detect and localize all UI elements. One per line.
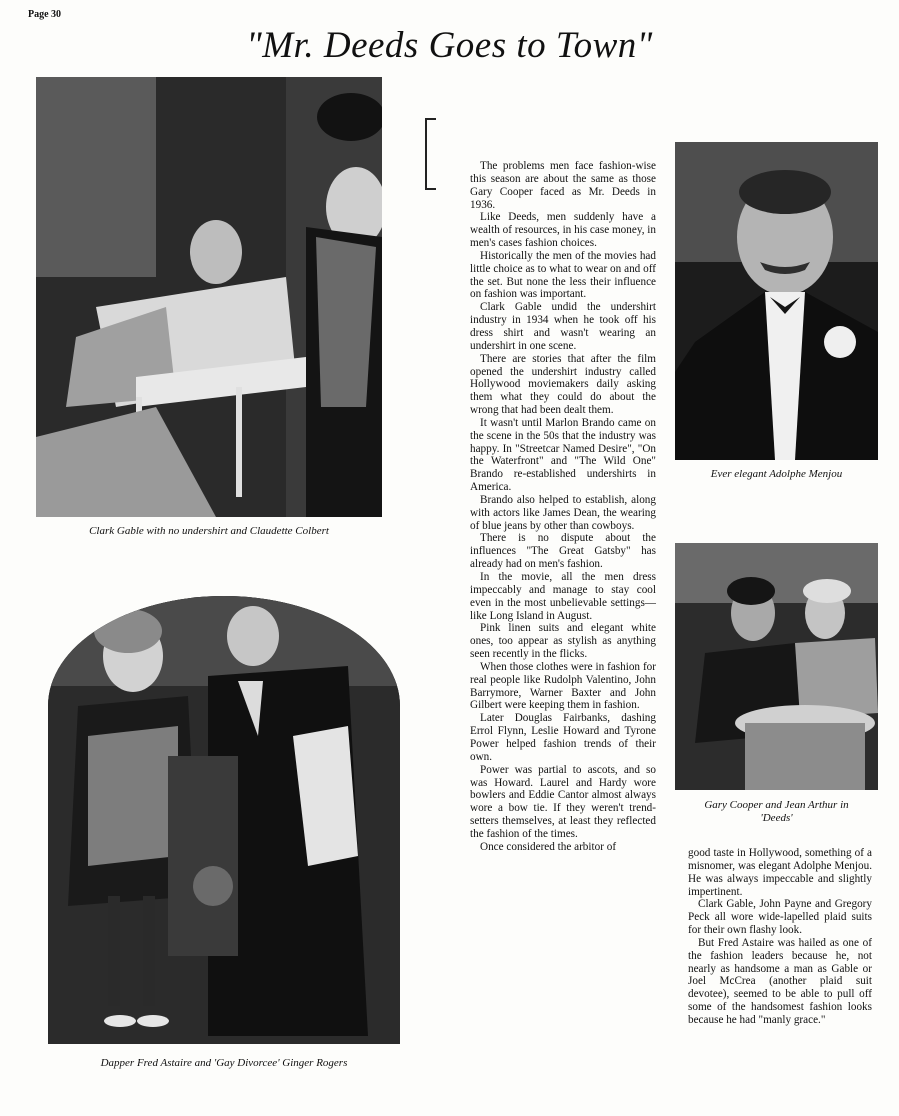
article-paragraph: But Fred Astaire was hailed as one of the fashion leaders because he, not nearly as handsome a man as Gable or Joel McCrea (another plaid suit devotee), seemed to be able to pull off some of the handsomest fashion looks because he had "manly grace." bbox=[688, 936, 872, 1026]
photo-menjou-image bbox=[675, 142, 878, 460]
page-number: Page 30 bbox=[28, 9, 62, 20]
photo-cooper-arthur bbox=[675, 543, 878, 790]
article-paragraph: good taste in Hollywood, something of a misnomer, was elegant Adolphe Menjou. He was always impeccable and slightly impertinent. bbox=[688, 847, 872, 898]
caption-astaire-rogers: Dapper Fred Astaire and 'Gay Divorcee' Ginger Rogers bbox=[100, 1057, 348, 1069]
article-paragraph: It wasn't until Marlon Brando came on the scene in the 50s that the industry was happy. In "Streetcar Named Desire", "On the Waterfront" and "The Wild One" Brando re-established undershirts in America. bbox=[470, 416, 656, 494]
article-column-2 bbox=[688, 847, 872, 1027]
photo-astaire-rogers bbox=[48, 596, 400, 1044]
photo-gable-colbert bbox=[36, 77, 382, 517]
article-paragraph: Once considered the arbitor of bbox=[480, 840, 617, 853]
article-column-1 bbox=[470, 160, 656, 854]
article-paragraph: Power was partial to ascots, and so was Howard. Laurel and Hardy wore bowlers and Eddie Cantor almost always wore a bow tie. If they weren't trend-setters themselves, at least they reflected the fashion of the times. bbox=[470, 763, 656, 840]
caption-cooper-line-1: Gary Cooper and Jean Arthur in bbox=[704, 799, 849, 811]
photo-menjou bbox=[675, 142, 878, 460]
article-paragraph: In the movie, all the men dress impeccably and manage to stay cool even in the most unbelievable settings—like Long Island in August. bbox=[470, 571, 656, 622]
article-paragraph: There are stories that after the film opened the undershirt industry called Hollywood moviemakers daily asking them what they could do about the wrong that had been dealt them. bbox=[470, 352, 656, 417]
caption-menjou: Ever elegant Adolphe Menjou bbox=[710, 468, 843, 480]
article-paragraph: Clark Gable undid the undershirt industry in 1934 when he took off his dress shirt and wasn't wearing an undershirt in one scene. bbox=[470, 301, 656, 352]
article-paragraph: Later Douglas Fairbanks, dashing Errol Flynn, Leslie Howard and Tyrone Power helped fashion trends of their own. bbox=[470, 712, 656, 763]
article-paragraph: When those clothes were in fashion for real people like Rudolph Valentino, John Barrymore, Warner Baxter and John Gilbert were keeping them in fashion. bbox=[470, 660, 656, 712]
article-paragraph: Pink linen suits and elegant white ones, too appear as stylish as anything seen recently in the flicks. bbox=[470, 622, 656, 661]
decorative-bracket bbox=[425, 118, 436, 190]
caption-cooper-arthur bbox=[675, 799, 878, 825]
photo-astaire-rogers-image bbox=[48, 596, 400, 1044]
article-paragraph: Like Deeds, men suddenly have a wealth of resources, in his case money, in men's cases fashion choices. bbox=[470, 211, 656, 250]
photo-cooper-arthur-image bbox=[675, 543, 878, 790]
article-paragraph: Brando also helped to establish, along with actors like James Dean, the wearing of blue jeans by other than cowboys. bbox=[470, 493, 656, 532]
article-paragraph: Historically the men of the movies had little choice as to what to wear on and off the set. But none the less their influence on fashion was important. bbox=[470, 249, 656, 301]
caption-cooper-line-2: 'Deeds' bbox=[760, 812, 793, 824]
article-paragraph: There is no dispute about the influences "The Great Gatsby" has already had on men's fashion. bbox=[470, 532, 656, 571]
caption-gable-colbert: Clark Gable with no undershirt and Claudette Colbert bbox=[89, 525, 329, 537]
headline: "Mr. Deeds Goes to Town" bbox=[246, 25, 653, 66]
article-paragraph: The problems men face fashion-wise this season are about the same as those Gary Cooper faced as Mr. Deeds in 1936. bbox=[470, 160, 656, 211]
photo-gable-colbert-image bbox=[36, 77, 382, 517]
article-paragraph: Clark Gable, John Payne and Gregory Peck all wore wide-lapelled plaid suits for their own flashy look. bbox=[688, 898, 872, 937]
